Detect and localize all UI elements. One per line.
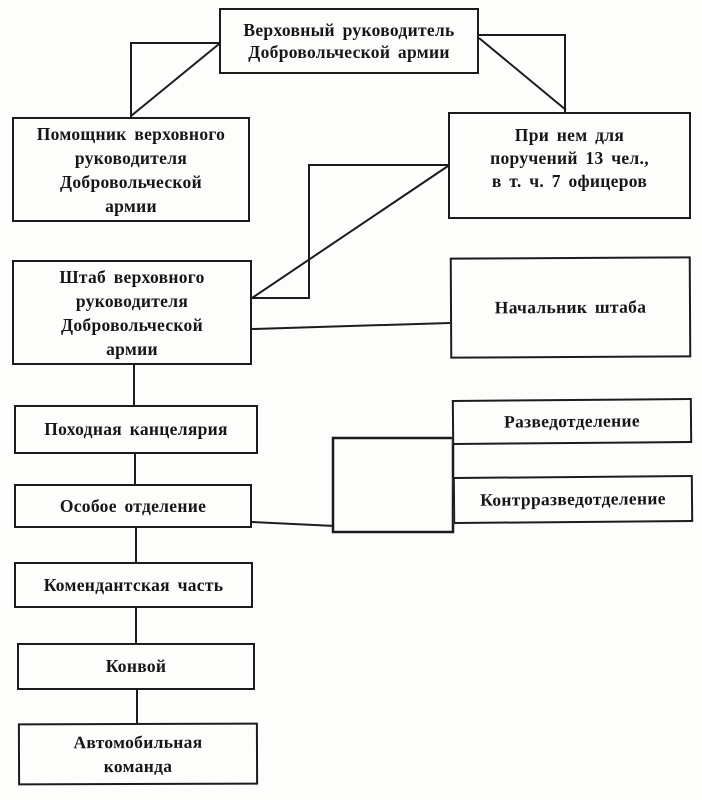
box-counterintelligence-department	[453, 475, 693, 524]
box-label-line: Походная канцелярия	[44, 419, 228, 439]
connector-special-junction	[252, 522, 335, 526]
box-label-line: Добровольческой	[60, 171, 202, 192]
box-label-line: руководителя	[75, 290, 189, 311]
box-special-department	[14, 484, 252, 528]
box-label-line: Разведотделение	[503, 410, 641, 432]
box-assistant-supreme-leader	[12, 117, 250, 222]
connector-staff-chief	[252, 323, 450, 329]
junction-box	[333, 438, 453, 532]
box-supreme-leader	[219, 8, 479, 74]
box-label-line: команда	[103, 755, 173, 777]
box-label-line: Особое отделение	[59, 495, 207, 516]
connector-staff-errands-diagonal	[252, 166, 448, 298]
box-field-chancellery	[14, 405, 258, 454]
box-label-line: Начальник штаба	[494, 296, 647, 318]
box-label-line: Верховный руководитель	[243, 20, 455, 40]
box-label-line: Конвой	[105, 656, 167, 676]
box-label-line: армии	[106, 338, 158, 359]
box-label-line: Добровольческой армии	[248, 42, 450, 62]
box-chief-of-staff	[450, 256, 692, 358]
connector-supreme-errands-diagonal	[479, 38, 566, 110]
box-label-line: Автомобильная	[73, 731, 203, 753]
box-label-line: поручений 13 чел.,	[490, 148, 649, 168]
box-label-line: Добровольческой	[61, 314, 203, 335]
box-commandant-unit	[14, 562, 253, 608]
box-label-line: При нем для	[514, 125, 625, 145]
box-convoy	[17, 643, 255, 690]
box-label-line: Помощник верховного	[36, 123, 226, 144]
box-label-line: Комендантская часть	[43, 574, 224, 595]
box-intelligence-department	[452, 398, 692, 445]
box-label-line: армии	[105, 195, 157, 216]
connector-supreme-assistant-diagonal	[131, 44, 219, 116]
box-label-line: Контрразведотделение	[480, 488, 666, 510]
box-label-line: Штаб верховного	[59, 266, 205, 287]
box-automobile-team	[18, 723, 258, 786]
box-errands-detail	[448, 112, 691, 219]
box-label-line: руководителя	[74, 147, 188, 168]
box-staff-supreme-leader	[12, 260, 252, 365]
box-label-line: в т. ч. 7 офицеров	[491, 171, 648, 191]
